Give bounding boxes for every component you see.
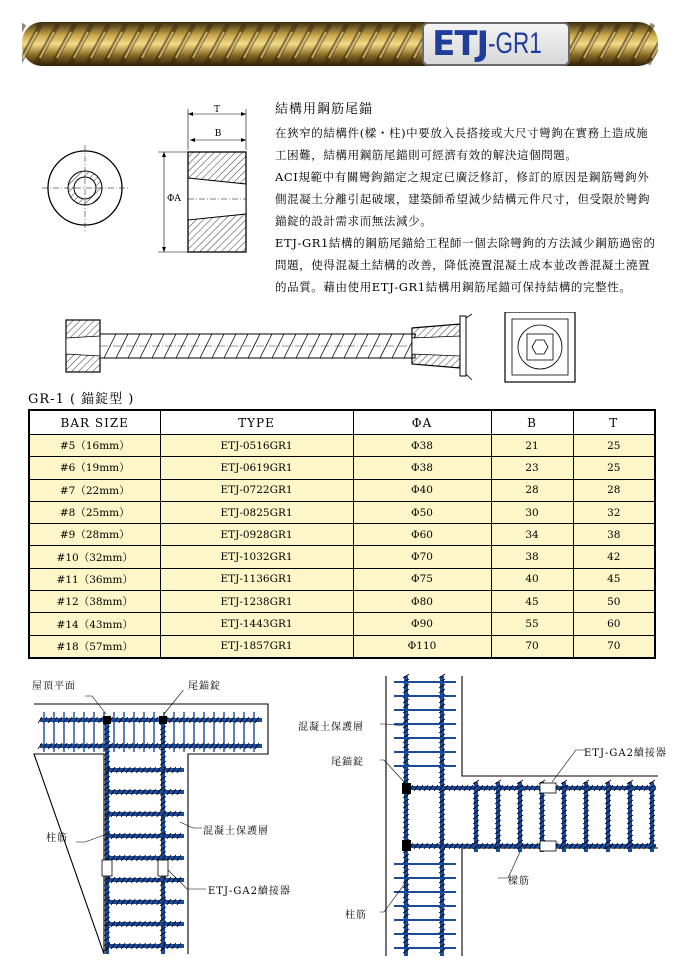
cell-diameter-a: Φ75	[353, 568, 491, 590]
label-coupler-right: ETJ-GA2續接器	[584, 748, 667, 759]
cell-t: 42	[573, 546, 655, 568]
cell-t: 25	[573, 435, 655, 457]
cell-diameter-a: Φ110	[353, 635, 491, 658]
label-anchor: 尾錨錠	[188, 681, 221, 692]
label-roof-level: 屋頂平面	[32, 681, 76, 692]
cell-diameter-a: Φ90	[353, 613, 491, 635]
cell-bar-size: #8（25mm）	[29, 501, 160, 523]
cell-type: ETJ-0516GR1	[160, 435, 353, 457]
cell-type: ETJ-0928GR1	[160, 524, 353, 546]
dim-b-label: B	[214, 129, 222, 139]
table-caption: GR-1 ( 錨錠型 )	[28, 392, 135, 407]
table-row	[29, 568, 655, 590]
table-row	[29, 591, 655, 613]
cell-bar-size: #7（22mm）	[29, 479, 160, 501]
cell-bar-size: #18（57mm）	[29, 635, 160, 658]
cell-bar-size: #14（43mm）	[29, 613, 160, 635]
description-paragraph: ACI規範中有關彎鉤錨定之規定已廣泛修訂，修訂的原因是鋼筋彎鉤外側混凝土分離引起破壞，建築師希望減少結構元件尺寸，但受限於彎鉤錨錠的設計需求而無法減少。	[275, 170, 651, 228]
brand-main: ETJ	[432, 24, 489, 64]
table-row	[29, 479, 655, 501]
rebar-assembly-drawing	[60, 312, 585, 384]
cell-type: ETJ-0825GR1	[160, 501, 353, 523]
table-row	[29, 635, 655, 658]
cell-diameter-a: Φ70	[353, 546, 491, 568]
cell-diameter-a: Φ80	[353, 591, 491, 613]
cell-diameter-a: Φ40	[353, 479, 491, 501]
table-row	[29, 501, 655, 523]
cell-t: 32	[573, 501, 655, 523]
cell-type: ETJ-1136GR1	[160, 568, 353, 590]
label-column-bar: 柱筋	[46, 833, 68, 844]
cell-diameter-a: Φ50	[353, 501, 491, 523]
header-diameter-a: ΦA	[353, 410, 491, 435]
cell-t: 50	[573, 591, 655, 613]
cell-b: 30	[491, 501, 573, 523]
cell-type: ETJ-0722GR1	[160, 479, 353, 501]
cell-diameter-a: Φ60	[353, 524, 491, 546]
cell-type: ETJ-1032GR1	[160, 546, 353, 568]
cell-b: 38	[491, 546, 573, 568]
cell-b: 45	[491, 591, 573, 613]
cell-t: 25	[573, 457, 655, 479]
cell-bar-size: #10（32mm）	[29, 546, 160, 568]
cell-b: 70	[491, 635, 573, 658]
cell-b: 40	[491, 568, 573, 590]
cell-type: ETJ-1238GR1	[160, 591, 353, 613]
header-t: T	[573, 410, 655, 435]
description-paragraph: 在狹窄的結構件(樑・柱)中要放入長搭接或大尺寸彎鉤在實務上造成施工困難，結構用鋼筋尾錨則可經濟有效的解決這個問題。	[275, 126, 649, 162]
brand-sub: -GR1	[488, 27, 542, 60]
label-concrete-cover: 混凝土保護層	[203, 826, 269, 837]
cell-t: 45	[573, 568, 655, 590]
label-concrete-cover-right: 混凝土保護層	[298, 722, 364, 733]
table-row	[29, 457, 655, 479]
cell-b: 23	[491, 457, 573, 479]
cell-t: 60	[573, 613, 655, 635]
header-b: B	[491, 410, 573, 435]
cell-type: ETJ-1443GR1	[160, 613, 353, 635]
description-body	[275, 122, 657, 298]
header-type: TYPE	[160, 410, 353, 435]
spec-table	[28, 409, 656, 659]
dim-t-label: T	[213, 105, 221, 115]
cell-t: 28	[573, 479, 655, 501]
cell-b: 34	[491, 524, 573, 546]
cell-diameter-a: Φ38	[353, 435, 491, 457]
description-paragraph: ETJ-GR1結構的鋼筋尾錨給工程師一個去除彎鉤的方法減少鋼筋過密的問題，使得混凝土結構的改善，降低澆置混凝土成本並改善混凝土澆置的品質。藉由使用ETJ-GR1結構用鋼筋尾錨可保持結構的完整性。	[275, 236, 656, 294]
cell-b: 21	[491, 435, 573, 457]
label-beam-bar: 樑筋	[508, 876, 530, 887]
brand-logo	[422, 22, 570, 66]
dim-a-label: ΦA	[167, 194, 181, 204]
cell-b: 28	[491, 479, 573, 501]
cell-bar-size: #11（36mm）	[29, 568, 160, 590]
cell-type: ETJ-0619GR1	[160, 457, 353, 479]
label-column-bar-right: 柱筋	[345, 910, 367, 921]
cell-type: ETJ-1857GR1	[160, 635, 353, 658]
table-row	[29, 613, 655, 635]
table-header-row	[29, 410, 655, 435]
cell-bar-size: #9（28mm）	[29, 524, 160, 546]
cell-bar-size: #12（38mm）	[29, 591, 160, 613]
cell-b: 55	[491, 613, 573, 635]
description-title: 結構用鋼筋尾錨	[275, 102, 374, 117]
anchor-drawing	[40, 100, 270, 260]
cell-bar-size: #6（19mm）	[29, 457, 160, 479]
label-anchor-right: 尾錨錠	[331, 757, 364, 768]
table-row	[29, 524, 655, 546]
cell-t: 38	[573, 524, 655, 546]
cell-diameter-a: Φ38	[353, 457, 491, 479]
table-row	[29, 546, 655, 568]
label-coupler: ETJ-GA2續接器	[208, 886, 291, 897]
cell-bar-size: #5（16mm）	[29, 435, 160, 457]
table-row	[29, 435, 655, 457]
header-bar-size: BAR SIZE	[29, 410, 160, 435]
beam-column-diagram	[380, 672, 660, 962]
cell-t: 70	[573, 635, 655, 658]
